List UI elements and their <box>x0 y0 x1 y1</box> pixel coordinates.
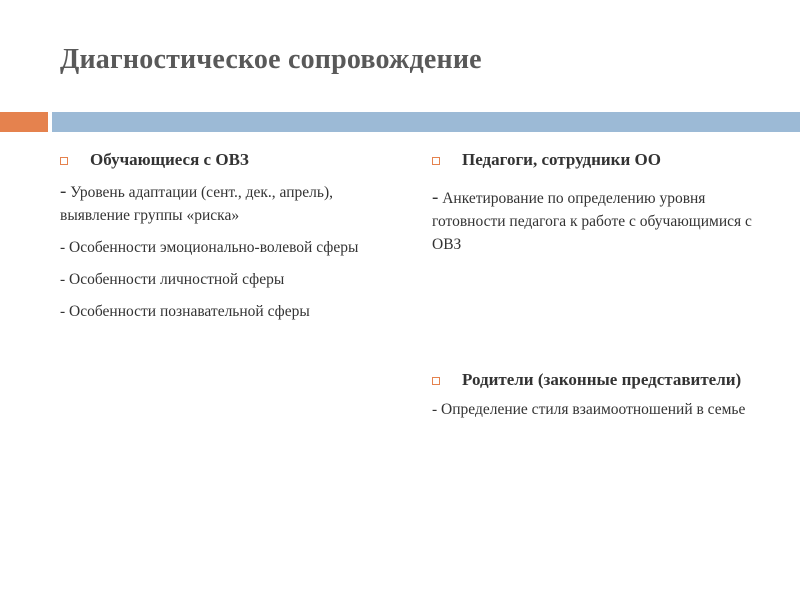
dash-marker: - <box>60 181 67 202</box>
accent-band-orange <box>0 112 48 132</box>
dash-marker: - <box>432 401 438 418</box>
parents-column <box>432 368 762 421</box>
teachers-heading-text: Педагоги, сотрудники ОО <box>462 150 661 169</box>
teachers-column <box>432 148 762 256</box>
square-bullet-icon <box>432 157 440 165</box>
students-item-text: Уровень адаптации (сент., дек., апрель), выявление группы «риска» <box>60 184 333 224</box>
students-item-adaptation <box>60 180 400 227</box>
square-bullet-icon <box>432 377 440 385</box>
square-bullet-icon <box>60 157 68 165</box>
teachers-item-text: Анкетирование по определению уровня готовности педагога к работе с обучающимися с ОВЗ <box>432 190 752 253</box>
dash-marker: - <box>432 187 439 208</box>
parents-heading-text: Родители (законные представители) <box>462 370 742 389</box>
teachers-heading <box>432 148 762 172</box>
dash-marker: - <box>60 239 66 256</box>
students-item-text: Особенности личностной сферы <box>65 271 285 288</box>
parents-item-text: Определение стиля взаимоотношений в семье <box>437 401 746 418</box>
students-item-text: Особенности познавательной сферы <box>65 303 310 320</box>
slide-title: Диагностическое сопровождение <box>60 44 482 75</box>
parents-heading <box>432 368 762 392</box>
teachers-item-survey <box>432 186 762 256</box>
dash-marker: - <box>60 303 66 320</box>
students-heading <box>60 148 400 172</box>
dash-marker: - <box>60 271 66 288</box>
students-heading-text: Обучающиеся с ОВЗ <box>90 150 249 169</box>
students-item-cognitive <box>60 300 400 323</box>
students-item-text: Особенности эмоционально-волевой сферы <box>65 239 359 256</box>
students-item-personal <box>60 268 400 291</box>
students-item-emotional <box>60 236 400 259</box>
accent-band-blue <box>52 112 800 132</box>
students-column <box>60 148 400 323</box>
parents-item-family-style <box>432 398 762 421</box>
